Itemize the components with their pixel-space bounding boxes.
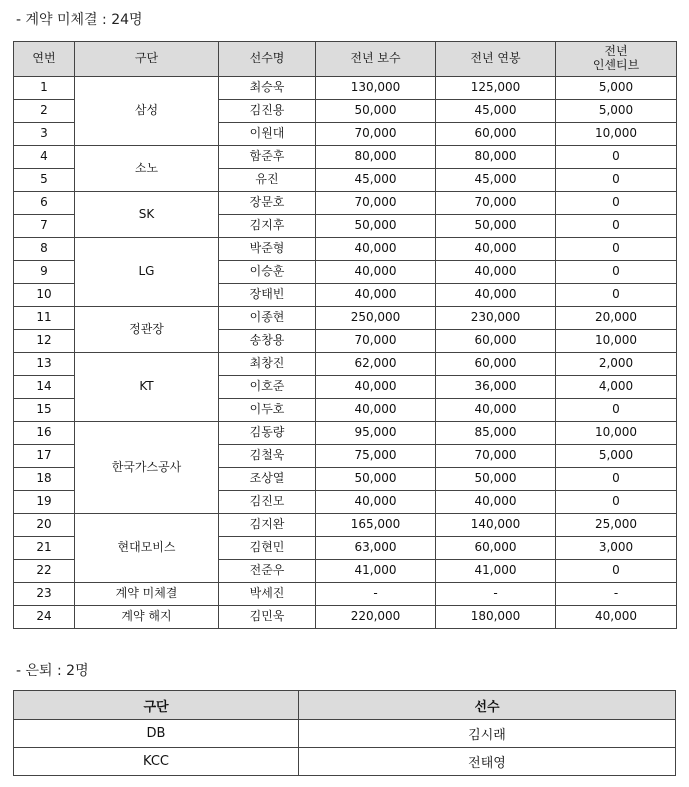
cell-no: 2 xyxy=(14,100,75,123)
cell-player: 이두호 xyxy=(219,399,316,422)
cell-player: 전준우 xyxy=(219,560,316,583)
cell-prev-incentive: 2,000 xyxy=(556,353,677,376)
table-row xyxy=(14,238,677,261)
cell-no: 19 xyxy=(14,491,75,514)
cell-team: 소노 xyxy=(75,146,219,192)
cell-player: 박준형 xyxy=(219,238,316,261)
cell-player: 함준후 xyxy=(219,146,316,169)
cell-player: 최창진 xyxy=(219,353,316,376)
table-row xyxy=(14,514,677,537)
header-player: 선수명 xyxy=(219,42,316,77)
cell-prev-annual: 40,000 xyxy=(436,491,556,514)
cell-no: 24 xyxy=(14,606,75,629)
cell-player: 김지완 xyxy=(219,514,316,537)
cell-prev-incentive: 20,000 xyxy=(556,307,677,330)
cell-prev-annual: 125,000 xyxy=(436,77,556,100)
cell-prev-incentive: 0 xyxy=(556,468,677,491)
cell-prev-salary: 130,000 xyxy=(316,77,436,100)
header-no: 연번 xyxy=(14,42,75,77)
table-row xyxy=(14,307,677,330)
cell-prev-salary: 40,000 xyxy=(316,284,436,307)
cell-prev-salary: 220,000 xyxy=(316,606,436,629)
table-row xyxy=(14,353,677,376)
cell-prev-annual: 70,000 xyxy=(436,445,556,468)
cell-no: 7 xyxy=(14,215,75,238)
cell-no: 3 xyxy=(14,123,75,146)
cell-prev-salary: 95,000 xyxy=(316,422,436,445)
cell-prev-incentive: 5,000 xyxy=(556,100,677,123)
cell-team: KCC xyxy=(14,748,299,776)
cell-no: 13 xyxy=(14,353,75,376)
cell-prev-annual: 40,000 xyxy=(436,238,556,261)
table-header-row xyxy=(14,42,677,77)
unsigned-contract-table xyxy=(13,41,677,629)
table-row xyxy=(14,77,677,100)
cell-player: 이원대 xyxy=(219,123,316,146)
cell-no: 22 xyxy=(14,560,75,583)
cell-team: DB xyxy=(14,720,299,748)
cell-prev-salary: 80,000 xyxy=(316,146,436,169)
cell-prev-incentive: - xyxy=(556,583,677,606)
cell-no: 5 xyxy=(14,169,75,192)
cell-prev-annual: 41,000 xyxy=(436,560,556,583)
cell-team: SK xyxy=(75,192,219,238)
cell-prev-annual: 180,000 xyxy=(436,606,556,629)
cell-team: 현대모비스 xyxy=(75,514,219,583)
cell-player: 조상열 xyxy=(219,468,316,491)
cell-player: 장문호 xyxy=(219,192,316,215)
cell-prev-salary: 50,000 xyxy=(316,215,436,238)
cell-prev-annual: 45,000 xyxy=(436,100,556,123)
cell-no: 18 xyxy=(14,468,75,491)
cell-prev-incentive: 0 xyxy=(556,284,677,307)
cell-prev-annual: 70,000 xyxy=(436,192,556,215)
cell-player: 김현민 xyxy=(219,537,316,560)
cell-prev-incentive: 0 xyxy=(556,261,677,284)
cell-prev-salary: 45,000 xyxy=(316,169,436,192)
table-row xyxy=(14,192,677,215)
cell-prev-annual: 80,000 xyxy=(436,146,556,169)
cell-prev-incentive: 10,000 xyxy=(556,123,677,146)
cell-prev-salary: 70,000 xyxy=(316,330,436,353)
cell-prev-salary: 165,000 xyxy=(316,514,436,537)
cell-prev-incentive: 0 xyxy=(556,560,677,583)
cell-no: 4 xyxy=(14,146,75,169)
cell-prev-incentive: 3,000 xyxy=(556,537,677,560)
cell-no: 11 xyxy=(14,307,75,330)
cell-player: 이종현 xyxy=(219,307,316,330)
cell-prev-incentive: 10,000 xyxy=(556,330,677,353)
cell-prev-annual: 50,000 xyxy=(436,215,556,238)
header-player: 선수 xyxy=(299,691,676,720)
cell-prev-salary: 70,000 xyxy=(316,123,436,146)
cell-player: 김진모 xyxy=(219,491,316,514)
cell-no: 14 xyxy=(14,376,75,399)
cell-prev-incentive: 0 xyxy=(556,215,677,238)
cell-no: 16 xyxy=(14,422,75,445)
cell-no: 12 xyxy=(14,330,75,353)
cell-prev-salary: 40,000 xyxy=(316,399,436,422)
cell-prev-incentive: 5,000 xyxy=(556,77,677,100)
header-team: 구단 xyxy=(75,42,219,77)
cell-prev-annual: 40,000 xyxy=(436,284,556,307)
cell-player: 유진 xyxy=(219,169,316,192)
cell-prev-incentive: 0 xyxy=(556,399,677,422)
header-team: 구단 xyxy=(14,691,299,720)
cell-prev-salary: 70,000 xyxy=(316,192,436,215)
cell-prev-incentive: 40,000 xyxy=(556,606,677,629)
cell-prev-annual: 60,000 xyxy=(436,330,556,353)
table-row xyxy=(14,720,676,748)
cell-prev-incentive: 0 xyxy=(556,192,677,215)
cell-prev-incentive: 0 xyxy=(556,146,677,169)
cell-player: 김민욱 xyxy=(219,606,316,629)
cell-prev-annual: 40,000 xyxy=(436,261,556,284)
cell-player: 김지후 xyxy=(219,215,316,238)
cell-prev-salary: 50,000 xyxy=(316,100,436,123)
table-row xyxy=(14,146,677,169)
cell-prev-incentive: 0 xyxy=(556,238,677,261)
cell-player: 김동량 xyxy=(219,422,316,445)
cell-player: 송창용 xyxy=(219,330,316,353)
cell-prev-annual: 50,000 xyxy=(436,468,556,491)
cell-no: 17 xyxy=(14,445,75,468)
header-prev-salary: 전년 보수 xyxy=(316,42,436,77)
cell-player: 김철욱 xyxy=(219,445,316,468)
retired-table xyxy=(13,690,676,776)
cell-no: 15 xyxy=(14,399,75,422)
cell-no: 21 xyxy=(14,537,75,560)
cell-prev-annual: 60,000 xyxy=(436,537,556,560)
cell-prev-annual: 85,000 xyxy=(436,422,556,445)
cell-no: 10 xyxy=(14,284,75,307)
table-row xyxy=(14,748,676,776)
cell-team: LG xyxy=(75,238,219,307)
cell-prev-salary: 40,000 xyxy=(316,376,436,399)
cell-player: 김시래 xyxy=(299,720,676,748)
cell-player: 김진용 xyxy=(219,100,316,123)
table-row xyxy=(14,583,677,606)
cell-prev-incentive: 25,000 xyxy=(556,514,677,537)
cell-prev-annual: 45,000 xyxy=(436,169,556,192)
cell-prev-incentive: 5,000 xyxy=(556,445,677,468)
cell-player: 최승욱 xyxy=(219,77,316,100)
cell-no: 23 xyxy=(14,583,75,606)
cell-team: KT xyxy=(75,353,219,422)
cell-player: 전태영 xyxy=(299,748,676,776)
cell-prev-annual: 36,000 xyxy=(436,376,556,399)
cell-prev-salary: 250,000 xyxy=(316,307,436,330)
cell-prev-annual: 40,000 xyxy=(436,399,556,422)
cell-team: 정관장 xyxy=(75,307,219,353)
cell-no: 1 xyxy=(14,77,75,100)
cell-prev-salary: 40,000 xyxy=(316,261,436,284)
cell-prev-salary: 75,000 xyxy=(316,445,436,468)
cell-team: 삼성 xyxy=(75,77,219,146)
header-incentive-line1: 전년 xyxy=(604,44,628,59)
cell-prev-annual: - xyxy=(436,583,556,606)
table-row xyxy=(14,606,677,629)
cell-no: 8 xyxy=(14,238,75,261)
cell-team: 계약 미체결 xyxy=(75,583,219,606)
header-prev-annual: 전년 연봉 xyxy=(436,42,556,77)
cell-prev-incentive: 0 xyxy=(556,169,677,192)
cell-player: 장태빈 xyxy=(219,284,316,307)
cell-no: 20 xyxy=(14,514,75,537)
cell-prev-salary: 62,000 xyxy=(316,353,436,376)
cell-player: 이승훈 xyxy=(219,261,316,284)
cell-prev-salary: - xyxy=(316,583,436,606)
cell-team: 계약 해지 xyxy=(75,606,219,629)
cell-prev-incentive: 0 xyxy=(556,491,677,514)
table-row xyxy=(14,422,677,445)
cell-prev-salary: 50,000 xyxy=(316,468,436,491)
cell-no: 9 xyxy=(14,261,75,284)
cell-prev-salary: 41,000 xyxy=(316,560,436,583)
section-title-unsigned: - 계약 미체결 : 24명 xyxy=(16,12,143,28)
cell-player: 이호준 xyxy=(219,376,316,399)
cell-prev-incentive: 10,000 xyxy=(556,422,677,445)
header-prev-incentive xyxy=(556,42,677,77)
cell-player: 박세진 xyxy=(219,583,316,606)
section-title-retired: - 은퇴 : 2명 xyxy=(16,663,89,679)
cell-prev-annual: 230,000 xyxy=(436,307,556,330)
cell-prev-annual: 60,000 xyxy=(436,123,556,146)
table-header-row xyxy=(14,691,676,720)
cell-prev-annual: 60,000 xyxy=(436,353,556,376)
cell-prev-salary: 63,000 xyxy=(316,537,436,560)
cell-team: 한국가스공사 xyxy=(75,422,219,514)
cell-prev-annual: 140,000 xyxy=(436,514,556,537)
cell-prev-incentive: 4,000 xyxy=(556,376,677,399)
cell-prev-salary: 40,000 xyxy=(316,491,436,514)
cell-prev-salary: 40,000 xyxy=(316,238,436,261)
cell-no: 6 xyxy=(14,192,75,215)
header-incentive-line2: 인센티브 xyxy=(592,58,640,72)
